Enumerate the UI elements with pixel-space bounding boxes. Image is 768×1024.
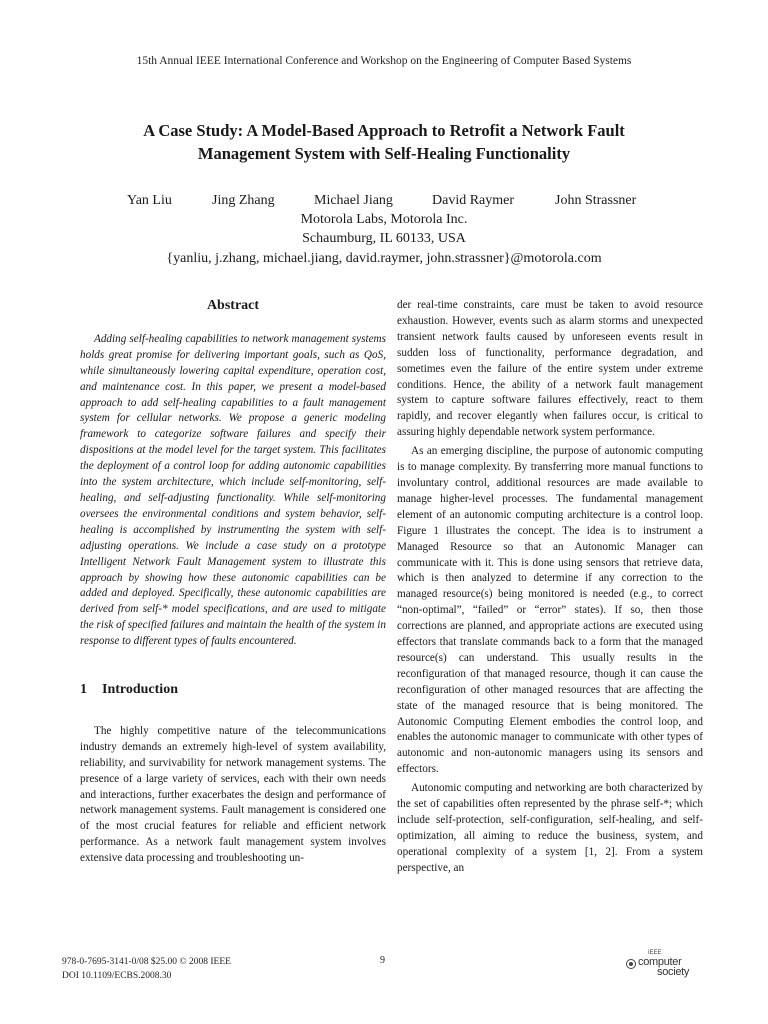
logo-society-text: society [657, 966, 690, 978]
affiliation: Motorola Labs, Motorola Inc. [300, 212, 468, 227]
right-column [397, 298, 703, 877]
left-column [80, 298, 386, 867]
author-name: Jing Zhang [212, 193, 275, 208]
conference-header: 15th Annual IEEE International Conference and Workshop on the Engineering of Computer Based Systems [136, 55, 632, 67]
isbn-line: 978-0-7695-3141-0/08 $25.00 © 2008 IEEE [62, 957, 231, 967]
abstract-body [80, 332, 386, 650]
author-block [0, 191, 768, 268]
ieee-computer-society-logo [626, 950, 706, 980]
author-name: John Strassner [555, 193, 637, 208]
section-heading-introduction [80, 682, 386, 698]
body-paragraph-2: As an emerging discipline, the purpose of autonomic computing is to manage complexity. By transferring more manual functions to involuntary control, additional resources are made available to manage higher-level processes. The fundamental management element of an autonomic computing architecture is a control loop. Figure 1 illustrates the concept. The idea is to instrument a Managed Resource so that an Autonomic Manager can communicate with it. This is done using sensors that retrieve data, which is then analyzed to determine if any correction to the managed resource(s) being monitored is needed (e.g., to correct “non-optimal”, “failed” or “error” states). If so, then those corrections are planned, and appropriate actions are executed using effectors that translate commands back to a form that the managed resource(s) can understand. This usually results in the reconfiguration of that managed resource, though it can cause the reconfiguration of other managed resources that are affecting the state of the managed resource that is being monitored. The Autonomic Computing Element embodies the control loop, and enables the autonomic manager to communicate with other types of autonomic and non-autonomic managers using its sensors and effectors. [397, 445, 703, 776]
author-name: Yan Liu [127, 193, 172, 208]
page-number: 9 [380, 955, 385, 966]
paper-title [60, 119, 708, 165]
author-name: Michael Jiang [314, 193, 393, 208]
title-line-1: A Case Study: A Model-Based Approach to Retrofit a Network Fault [143, 121, 625, 140]
abstract-text: Adding self-healing capabilities to network management systems holds great promise for delivering important goals, such as QoS, while simultaneously lowering capital expenditure, operation cost, and maintenance cost. In this paper, we present a model-based approach to add self-healing capabilities to a fault management system for cellular networks. We propose a generic modeling framework to categorize software failures and specify their dispositions at the model level for the target system. This facilitates the deployment of a control loop for adding autonomic capabilities into the system architecture, which include self-monitoring, self-healing, and self-adjusting functionality. While self-monitoring oversees the environmental conditions and system behavior, self-healing is accomplished by instrumenting the system with self-adjusting operations. We include a case study on a prototype Intelligent Network Fault Management system to illustrate this approach by showing how these autonomic capabilities can be added and deployed. Specifically, these autonomic capabilities are derived from self-* model specifications, and are used to mitigate the risk of specified failures and maintain the health of the system in response to different types of faults encountered. [80, 332, 386, 648]
title-line-2: Management System with Self-Healing Functionality [197, 144, 571, 163]
body-paragraph-3: Autonomic computing and networking are both characterized by the set of capabilities often represented by the phrase self-*; which include self-protection, self-configuration, self-healing, and self-optimization, all aiming to reduce the business, system, and operational complexity of a system [1, 2]. From a system perspective, an [397, 782, 703, 874]
logo-ieee-text: IEEE [648, 950, 662, 956]
author-names [0, 191, 768, 210]
author-name: David Raymer [432, 193, 515, 208]
logo-computer-text: computer [638, 956, 682, 968]
section-number: 1 [80, 682, 87, 698]
doi-line: DOI 10.1109/ECBS.2008.30 [62, 971, 172, 981]
intro-paragraph-1: The highly competitive nature of the telecommunications industry demands an extremely high-level of system availability, reliability, and survivability for network management systems. The presence of a large variety of services, each with their own needs and interactions, further exacerbates the design and performance of network management systems. Fault management is considered one of the most crucial features for reliable and efficient network performance. As a network fault management system involves extensive data processing and troubleshooting un- [80, 724, 386, 865]
footer-copyright [62, 955, 231, 983]
section-title: Introduction [102, 682, 178, 698]
body-paragraph-1: der real-time constraints, care must be taken to avoid resource exhaustion. However, events such as alarm storms and unexpected transient network faults caused by unforeseen events result in sudden loss of functionality, performance degradation, and sometimes even the failure of the entire system under extreme conditions. Hence, the ability of a network fault management system to capture software failures effectively, react to them rapidly, and recover elegantly when failures occur, is critical to assuring highly dependable network system performance. [397, 299, 703, 439]
logo-mark-icon [626, 959, 636, 969]
abstract-heading: Abstract [206, 298, 260, 313]
author-emails: {yanliu, j.zhang, michael.jiang, david.raymer, john.strassner}@motorola.com [166, 251, 602, 266]
address: Schaumburg, IL 60133, USA [302, 231, 466, 246]
